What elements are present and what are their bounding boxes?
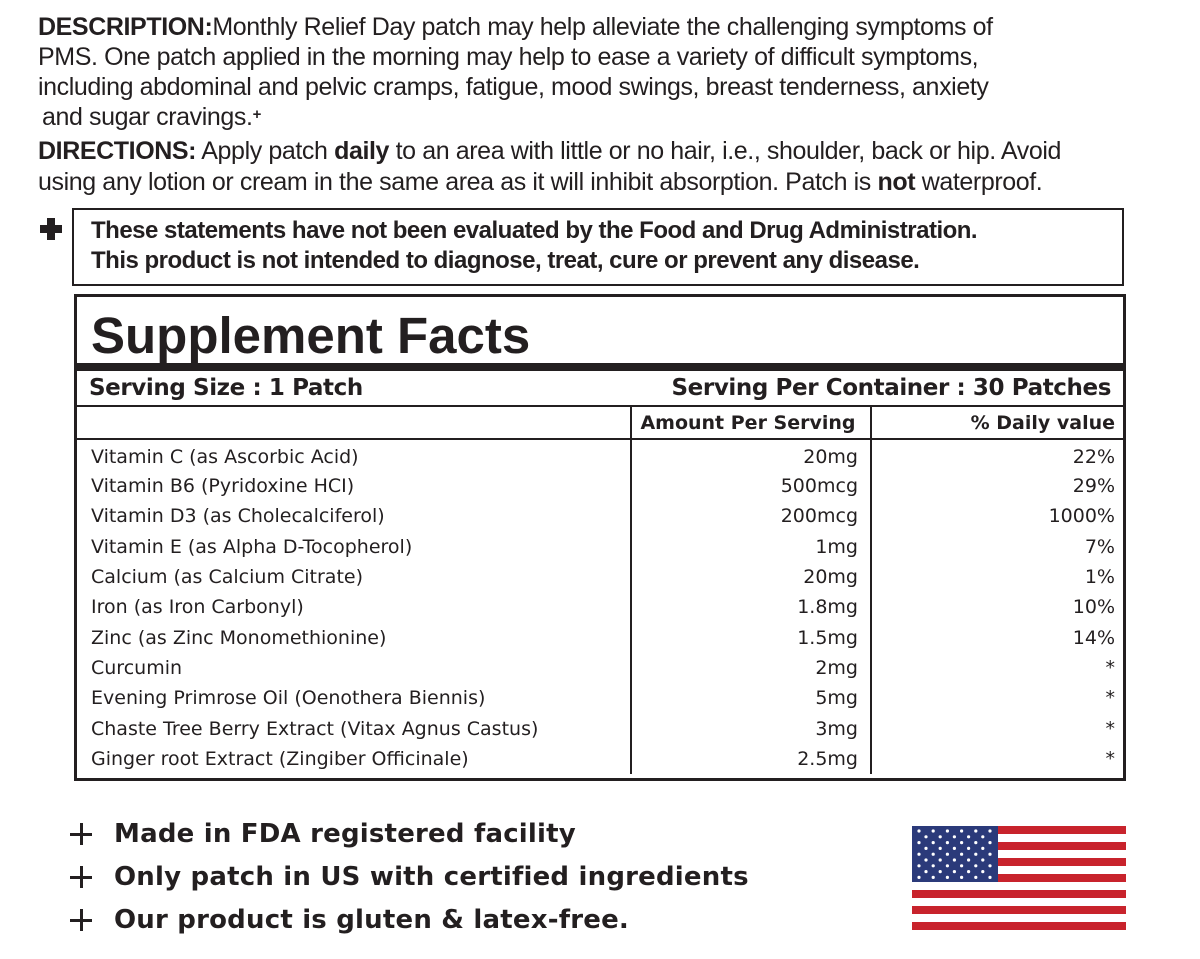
flag-star [917,864,920,867]
directions-bold-daily: daily [334,137,390,165]
table-row [77,653,1123,683]
nutrient-name: Iron (as Iron Carbonyl) [91,596,304,619]
directions-text-3: using any lotion or cream in the same area as it will inhibit absorption. Patch is [38,168,871,196]
flag-star [953,835,956,838]
feature-item [70,855,749,898]
nutrient-daily-value: 7% [1084,535,1115,558]
feature-item [70,898,749,941]
flag-star [953,858,956,861]
flag-star [924,858,927,861]
flag-star [932,853,935,856]
flag-stripe [912,906,1126,914]
feature-text: Our product is gluten & latex-free. [114,904,629,935]
cross-icon [70,866,92,888]
flag-star [967,858,970,861]
nutrient-amount: 1.8mg [631,592,871,622]
cross-icon [70,909,92,931]
feature-item [70,812,749,855]
description-line1: Monthly Relief Day patch may help alleviate the challenging symptoms of [212,13,993,41]
description-line4: and sugar cravings. [42,103,253,131]
directions-label: DIRECTIONS: [38,137,197,165]
nutrient-daily-value: * [1105,687,1115,710]
flag-star [932,841,935,844]
flag-star [917,876,920,879]
description-line3: including abdominal and pelvic cramps, fatigue, mood swings, breast tenderness, anxiety [38,73,989,101]
feature-text: Made in FDA registered facility [114,818,576,849]
flag-star [981,870,984,873]
plus-icon [40,218,62,240]
nutrient-name: Vitamin E (as Alpha D-Tocopherol) [91,535,413,558]
flag-star [924,835,927,838]
flag-star [974,841,977,844]
nutrient-daily-value: 14% [1072,626,1115,649]
nutrient-amount: 1mg [631,532,871,562]
flag-stripe [912,898,1126,906]
serving-info-row [77,371,1123,407]
flag-stripe [912,914,1126,922]
nutrient-amount: 3mg [631,713,871,743]
nutrient-name: Calcium (as Calcium Citrate) [91,566,364,589]
flag-star [988,864,991,867]
flag-star [960,841,963,844]
flag-star [967,870,970,873]
nutrient-amount: 500mcg [631,471,871,501]
nutrient-name: Chaste Tree Berry Extract (Vitax Agnus Castus) [91,717,539,740]
flag-star [953,870,956,873]
disclaimer-line1: These statements have not been evaluated by the Food and Drug Administration. [91,217,978,244]
facts-rows [77,439,1123,774]
flag-star [939,858,942,861]
table-row [77,713,1123,743]
flag-star [939,870,942,873]
flag-star [974,864,977,867]
nutrient-amount: 5mg [631,683,871,713]
disclaimer-line2: This product is not intended to diagnose, treat, cure or prevent any disease. [91,247,920,274]
flag-star [932,864,935,867]
nutrient-amount: 200mcg [631,501,871,531]
table-row [77,532,1123,562]
flag-star [988,853,991,856]
nutrient-daily-value: * [1105,717,1115,740]
flag-star [960,864,963,867]
header-nutrient [77,407,631,439]
nutrient-amount: 2.5mg [631,744,871,774]
nutrient-daily-value: 1% [1084,566,1115,589]
table-row [77,683,1123,713]
flag-star [967,847,970,850]
table-row [77,744,1123,774]
flag-star [917,841,920,844]
nutrient-daily-value: 22% [1072,446,1115,468]
nutrient-daily-value: 1000% [1048,505,1115,528]
flag-stripe [912,922,1126,930]
directions-text-1: Apply patch [201,137,328,165]
nutrient-name: Vitamin C (as Ascorbic Acid) [91,446,359,468]
flag-star [981,858,984,861]
flag-star [939,835,942,838]
flag-star [960,829,963,832]
table-row [77,471,1123,501]
flag-star [946,876,949,879]
nutrient-name: Vitamin B6 (Pyridoxine HCI) [91,475,355,498]
flag-star [946,864,949,867]
flag-star [974,876,977,879]
nutrient-amount: 20mg [631,562,871,592]
servings-per-container: Serving Per Container : 30 Patches [671,375,1111,401]
header-amount: Amount Per Serving [631,407,871,439]
facts-title: Supplement Facts [77,297,1123,371]
flag-star [974,829,977,832]
flag-star [946,829,949,832]
flag-star [946,841,949,844]
flag-star [981,835,984,838]
flag-star [917,829,920,832]
flag-star [981,847,984,850]
table-row [77,439,1123,471]
table-row [77,622,1123,652]
nutrient-daily-value: * [1105,656,1115,679]
flag-star [960,876,963,879]
nutrient-amount: 1.5mg [631,622,871,652]
header-daily-value: % Daily value [871,407,1123,439]
nutrient-name: Vitamin D3 (as Cholecalciferol) [91,505,385,528]
directions-bold-not: not [877,168,916,196]
flag-stripe [912,882,1126,890]
directions [38,136,1188,198]
table-row [77,562,1123,592]
nutrient-amount: 20mg [631,439,871,471]
flag-star [946,853,949,856]
description-line2: PMS. One patch applied in the morning may help to ease a variety of difficult symptoms, [38,43,979,71]
directions-text-4: waterproof. [921,168,1043,196]
flag-star [939,847,942,850]
nutrient-daily-value: * [1105,747,1115,770]
serving-size: Serving Size : 1 Patch [89,375,363,401]
nutrient-name: Zinc (as Zinc Monomethionine) [91,626,387,649]
flag-stripe [912,890,1126,898]
flag-star [967,835,970,838]
description [38,12,1178,132]
us-flag-icon [912,826,1126,930]
nutrient-daily-value: 10% [1072,596,1115,619]
supplement-facts-panel [74,294,1126,781]
nutrient-name: Curcumin [91,656,183,679]
nutrient-name: Ginger root Extract (Zingiber Officinale) [91,747,469,770]
flag-star [932,876,935,879]
nutrient-name: Evening Primrose Oil (Oenothera Biennis) [91,687,486,710]
facts-header-row [77,407,1123,439]
flag-star [953,847,956,850]
feature-list [70,812,749,941]
facts-table [77,407,1123,774]
table-row [77,501,1123,531]
flag-star [960,853,963,856]
flag-canton [912,826,998,882]
flag-star [924,870,927,873]
fda-disclaimer [72,208,1124,286]
directions-text-2: to an area with little or no hair, i.e., shoulder, back or hip. Avoid [395,137,1062,165]
cross-icon [70,823,92,845]
description-mark: + [252,106,261,123]
flag-star [917,853,920,856]
flag-star [988,876,991,879]
flag-star [932,829,935,832]
flag-star [974,853,977,856]
flag-star [988,841,991,844]
description-label: DESCRIPTION: [38,13,213,41]
nutrient-amount: 2mg [631,653,871,683]
nutrient-daily-value: 29% [1072,475,1115,498]
table-row [77,592,1123,622]
flag-star [924,847,927,850]
feature-text: Only patch in US with certified ingredients [114,861,749,892]
flag-star [988,829,991,832]
